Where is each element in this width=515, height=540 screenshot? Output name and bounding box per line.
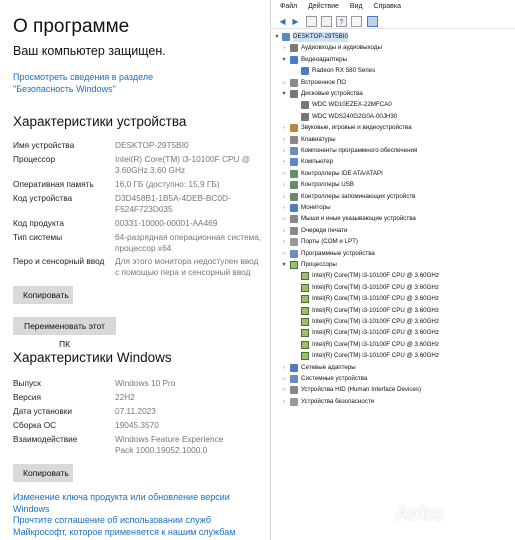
- tree-label: Контроллеры IDE ATA/ATAPI: [301, 169, 383, 177]
- tree-label: Дисковые устройства: [301, 89, 363, 97]
- tree-label: Звуковые, игровые и видеоустройства: [301, 124, 412, 132]
- spec-key: Дата установки: [13, 406, 73, 416]
- device-manager-window: [270, 0, 515, 540]
- tree-label: Очереди печати: [301, 226, 348, 234]
- properties-icon[interactable]: [306, 16, 317, 27]
- processor-icon: [301, 295, 309, 303]
- processor-icon: [301, 318, 309, 326]
- tree-item-system[interactable]: [271, 374, 515, 384]
- tree-item-disk2[interactable]: [271, 112, 515, 122]
- tree-item-ports[interactable]: [271, 237, 515, 247]
- spec-value: 19045.3570: [115, 420, 159, 430]
- spec-value: DESKTOP-29T5BI0: [115, 140, 189, 150]
- tree-label: Процессоры: [301, 260, 337, 268]
- device-category-icon: [290, 44, 298, 52]
- device-category-icon: [290, 147, 298, 155]
- tree-label: Клавиатуры: [301, 135, 336, 143]
- tree-item-video[interactable]: [271, 55, 515, 65]
- computer-icon: [282, 33, 290, 41]
- processor-icon: [301, 272, 309, 280]
- tree-item-firmware[interactable]: [271, 78, 515, 88]
- menu-view[interactable]: Вид: [349, 3, 363, 10]
- tree-root[interactable]: [271, 32, 515, 42]
- tree-item-cpu[interactable]: [271, 283, 515, 293]
- spec-value: 00331-10000-00001-AA469: [115, 218, 218, 228]
- toolbar: [271, 14, 515, 29]
- device-category-icon: [301, 113, 309, 121]
- tree-label: Intel(R) Core(TM) i3-10100F CPU @ 3.60GHz: [312, 283, 439, 291]
- spec-key: Выпуск: [13, 378, 41, 388]
- tree-item-gpu[interactable]: [271, 66, 515, 76]
- spec-value: Windows 10 Pro: [115, 378, 176, 388]
- tree-label: DESKTOP-29T5BI0: [293, 33, 348, 40]
- tree-label: WDC WDS240G2G0A-00JH30: [312, 112, 398, 120]
- processor-icon: [290, 261, 298, 269]
- device-category-icon: [290, 79, 298, 87]
- expand-icon[interactable]: ›: [283, 125, 285, 132]
- page-title: О программе: [13, 16, 130, 37]
- tree-item-usb[interactable]: [271, 180, 515, 190]
- tree-label: Контроллеры запоминающих устройств: [301, 192, 416, 200]
- service-agreement-link[interactable]: Прочтите соглашение об использовании служб Майкрософт, которое применяется к нашим службам: [13, 515, 236, 537]
- processor-icon: [301, 329, 309, 337]
- tree-label: Intel(R) Core(TM) i3-10100F CPU @ 3.60GHz: [312, 295, 439, 303]
- expand-icon[interactable]: ›: [283, 193, 285, 200]
- tree-label: Видеоадаптеры: [301, 55, 348, 63]
- avito-watermark: Avito: [395, 503, 445, 525]
- tree-item-cpu[interactable]: [271, 328, 515, 338]
- expand-icon[interactable]: ›: [283, 227, 285, 234]
- copy-windows-specs-button[interactable]: Копировать: [13, 464, 73, 482]
- spec-key: Процессор: [13, 154, 56, 164]
- tree-item-disks[interactable]: [271, 89, 515, 99]
- expand-icon[interactable]: ›: [283, 182, 285, 189]
- tree-item-software[interactable]: [271, 146, 515, 156]
- tree-label: Устройства HID (Human Interface Devices): [301, 386, 422, 394]
- collapse-icon[interactable]: ▼: [281, 90, 287, 97]
- back-arrow-icon[interactable]: ◀: [279, 17, 286, 26]
- collapse-icon[interactable]: ▼: [281, 56, 287, 63]
- tree-item-mice[interactable]: [271, 214, 515, 224]
- spec-value: 16,0 ГБ (доступно: 15,9 ГБ): [115, 179, 220, 189]
- tree-label: Intel(R) Core(TM) i3-10100F CPU @ 3.60GHz: [312, 340, 439, 348]
- expand-icon[interactable]: ›: [283, 216, 285, 223]
- tree-item-sound[interactable]: [271, 123, 515, 133]
- tree-label: Компьютер: [301, 158, 334, 166]
- expand-icon[interactable]: ›: [283, 387, 285, 394]
- tree-label: Intel(R) Core(TM) i3-10100F CPU @ 3.60GHz: [312, 352, 439, 360]
- expand-icon[interactable]: ›: [283, 398, 285, 405]
- tree-label: Intel(R) Core(TM) i3-10100F CPU @ 3.60GHz: [312, 272, 439, 280]
- spec-key: Версия: [13, 392, 42, 402]
- spec-key: Сборка ОС: [13, 420, 57, 430]
- spec-key: Код устройства: [13, 193, 73, 203]
- tree-label: Устройства безопасности: [301, 397, 375, 405]
- help-icon[interactable]: ?: [336, 16, 347, 27]
- device-specs-heading: Характеристики устройства: [13, 114, 187, 129]
- spec-value: 64-разрядная операционная система, процессор x64: [115, 232, 262, 253]
- expand-icon[interactable]: ›: [283, 159, 285, 166]
- tree-item-processors[interactable]: [271, 260, 515, 270]
- spec-value: Для этого монитора недоступен ввод с помощью пера и сенсорный ввод: [115, 256, 259, 277]
- copy-device-specs-button[interactable]: Копировать: [13, 286, 73, 304]
- tree-item-print-queues[interactable]: [271, 226, 515, 236]
- tree-item-software-devices[interactable]: [271, 249, 515, 259]
- tree-label: Компоненты программного обеспечения: [301, 146, 418, 154]
- tree-item-security[interactable]: [271, 397, 515, 407]
- device-category-icon: [290, 250, 298, 258]
- expand-icon[interactable]: ›: [283, 204, 285, 211]
- tree-item-monitors[interactable]: [271, 203, 515, 213]
- expand-icon[interactable]: ›: [283, 239, 285, 246]
- device-category-icon: [290, 56, 298, 64]
- rename-pc-button[interactable]: Переименовать этот ПК: [13, 317, 116, 335]
- monitor-icon[interactable]: [367, 16, 378, 27]
- device-category-icon: [290, 193, 298, 201]
- spec-key: Оперативная память: [13, 179, 94, 189]
- tree-item-cpu[interactable]: [271, 271, 515, 281]
- expand-icon[interactable]: ›: [283, 147, 285, 154]
- menu-bar: [271, 0, 515, 14]
- tree-item-cpu[interactable]: [271, 306, 515, 316]
- device-category-icon: [290, 386, 298, 394]
- device-category-icon: [290, 238, 298, 246]
- device-category-icon: [290, 158, 298, 166]
- tree-item-network[interactable]: [271, 363, 515, 373]
- tree-item-computer[interactable]: [271, 157, 515, 167]
- spec-key: Код продукта: [13, 218, 64, 228]
- device-category-icon: [290, 364, 298, 372]
- tree-item-keyboards[interactable]: [271, 135, 515, 145]
- spec-value: 07.11.2023: [115, 406, 156, 416]
- spec-value: Windows Feature Experience Pack 1000.19052.1000.0: [115, 434, 224, 455]
- windows-specs-heading: Характеристики Windows: [13, 350, 172, 365]
- tree-item-audio[interactable]: [271, 43, 515, 53]
- processor-icon: [301, 307, 309, 315]
- device-category-icon: [290, 227, 298, 235]
- menu-file[interactable]: Файл: [280, 3, 298, 10]
- device-category-icon: [301, 101, 309, 109]
- tree-item-disk1[interactable]: [271, 100, 515, 110]
- expand-icon[interactable]: ›: [283, 170, 285, 177]
- tree-item-storage[interactable]: [271, 192, 515, 202]
- device-category-icon: [290, 170, 298, 178]
- tree-label: Мониторы: [301, 203, 331, 211]
- tree-label: Radeon RX 580 Series: [312, 67, 376, 75]
- tree-label: Сетевые адаптеры: [301, 363, 356, 371]
- processor-icon: [301, 341, 309, 349]
- forward-arrow-icon[interactable]: ▶: [292, 17, 299, 26]
- tree-item-cpu[interactable]: [271, 340, 515, 350]
- device-category-icon: [290, 136, 298, 144]
- expand-icon[interactable]: ›: [283, 375, 285, 382]
- windows-security-link[interactable]: Просмотреть сведения в разделе "Безопасность Windows": [13, 72, 154, 94]
- tree-label: Intel(R) Core(TM) i3-10100F CPU @ 3.60GHz: [312, 317, 439, 325]
- expand-icon[interactable]: ›: [283, 79, 285, 86]
- expand-icon[interactable]: ›: [283, 250, 285, 257]
- change-product-key-link[interactable]: Изменение ключа продукта или обновление версии Windows: [13, 492, 230, 514]
- tree-label: Программные устройства: [301, 249, 375, 257]
- device-category-icon: [290, 215, 298, 223]
- processor-icon: [301, 284, 309, 292]
- tree-label: Аудиовходы и аудиовыходы: [301, 44, 382, 52]
- tree-label: Intel(R) Core(TM) i3-10100F CPU @ 3.60GHz: [312, 329, 439, 337]
- processor-icon: [301, 352, 309, 360]
- expand-icon[interactable]: ›: [283, 136, 285, 143]
- refresh-icon[interactable]: [321, 16, 332, 27]
- spec-key: Взаимодействие: [13, 434, 78, 444]
- device-category-icon: [290, 398, 298, 406]
- expand-icon[interactable]: ›: [283, 45, 285, 52]
- tree-label: Контроллеры USB: [301, 181, 355, 189]
- spec-key: Имя устройства: [13, 140, 75, 150]
- spec-value: 22H2: [115, 392, 135, 402]
- tree-label: Intel(R) Core(TM) i3-10100F CPU @ 3.60GHz: [312, 306, 439, 314]
- tree-item-hid[interactable]: [271, 385, 515, 395]
- menu-help[interactable]: Справка: [373, 3, 401, 10]
- collapse-icon[interactable]: ▼: [274, 34, 280, 40]
- device-category-icon: [290, 181, 298, 189]
- spec-value: Intel(R) Core(TM) i3-10100F CPU @ 3.60GHz 3.60 GHz: [115, 154, 251, 175]
- device-category-icon: [290, 124, 298, 132]
- tree-label: WDC WD10EZEX-22MFCA0: [312, 101, 392, 109]
- device-category-icon: [301, 67, 309, 75]
- tree-item-ide[interactable]: [271, 169, 515, 179]
- tree-item-cpu[interactable]: [271, 294, 515, 304]
- device-category-icon: [290, 204, 298, 212]
- menu-action[interactable]: Действие: [308, 3, 339, 10]
- tree-label: Встроенное ПО: [301, 78, 347, 86]
- tree-item-cpu[interactable]: [271, 351, 515, 361]
- device-category-icon: [290, 375, 298, 383]
- protection-status: Ваш компьютер защищен.: [13, 44, 166, 58]
- tree-item-cpu[interactable]: [271, 317, 515, 327]
- collapse-icon[interactable]: ▼: [281, 261, 287, 268]
- expand-icon[interactable]: ›: [283, 364, 285, 371]
- update-driver-icon[interactable]: [351, 16, 362, 27]
- tree-label: Системные устройства: [301, 374, 368, 382]
- spec-value: D3D458B1-1B5A-4DEB-BC0D-F524F723D035: [115, 193, 231, 214]
- spec-key: Тип системы: [13, 232, 63, 242]
- device-category-icon: [290, 90, 298, 98]
- spec-key: Перо и сенсорный ввод: [13, 256, 105, 266]
- tree-label: Порты (COM и LPT): [301, 238, 358, 246]
- tree-label: Мыши и иные указывающие устройства: [301, 215, 416, 223]
